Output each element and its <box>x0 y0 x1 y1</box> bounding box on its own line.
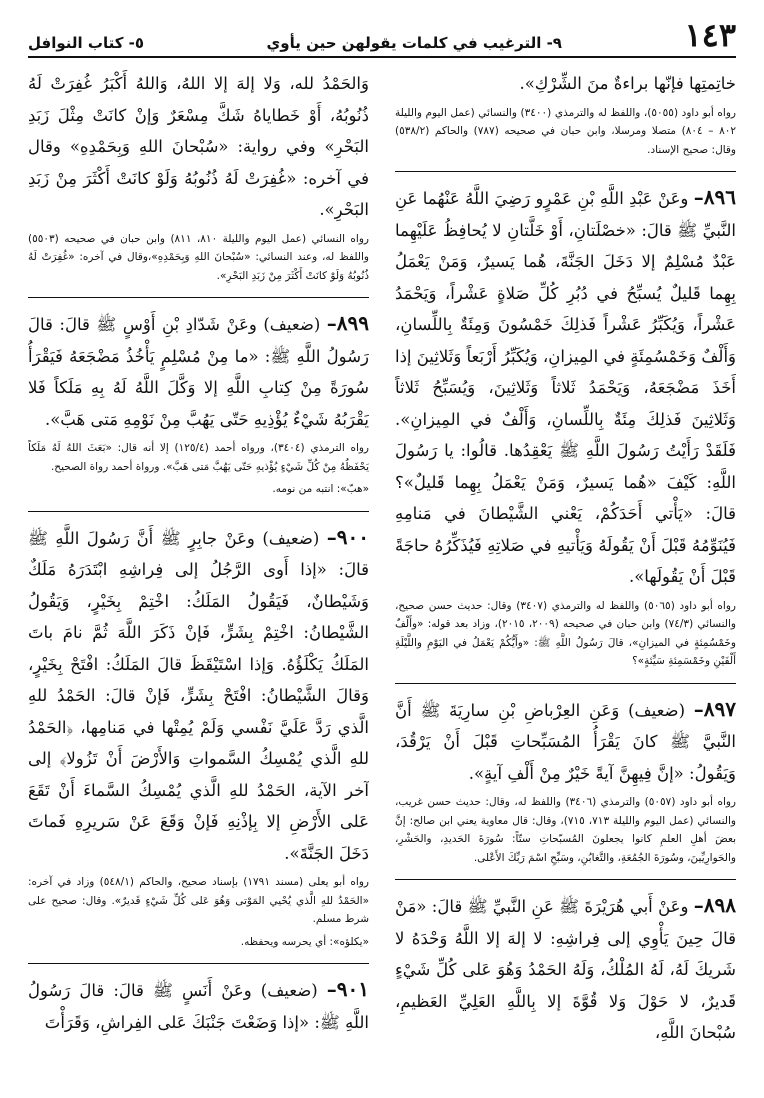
hadith-number: ٨٩٨– <box>693 893 736 917</box>
hadith-898 <box>395 890 736 1049</box>
section-divider <box>395 683 736 684</box>
hadith-source-note: رواه النسائي (عمل اليوم والليلة ٨١٠، ٨١١) وابن حبان في صحيحه (٥٥٠٣) واللفظ له، وعند النسائي: «سُبْحانَ اللهِ وَبِحَمْدِهِ»،وقال في آخره: «غُفِرَتْ لَهُ ذُنُوبُهُ وَلَوْ كانَتْ أَكْثَرَ مِنْ زَبَدِ البَحْرِ». <box>28 232 369 282</box>
hadith-source-note: رواه أبو داود (٥٠٥٧) والترمذي (٣٤٠٦) واللفظ له، وقال: حديث حسن غريب، والنسائي (عمل اليوم والليلة ٧١٣، ٧١٥)، وقال: قال معاوية يعني ابن صالح: إنَّ بعضَ أهلِ العلمِ كانوا يجعلونَ المُسبّحاتِ ستّاً: سُورَةَ الحَديدِ، والحَشْرِ، والحَوارِيِّينَ، وسُورَةَ الجُمُعَةِ، والتَّغابُنِ، وسَبِّحِ اسْمَ رَبِّكَ الأَعْلى. <box>395 796 736 864</box>
hadith-text: (ضعيف) وعَنْ شَدّادِ بْنِ أَوْسٍ ﷺ قالَ: قالَ رَسُولُ اللَّهِ ﷺ: «ما مِنْ مُسْلِمٍ يَأْخُذُ مَضْجَعَهُ فَيَقْرَأُ سُورَةً مِنْ كِتابِ اللَّهِ إلا وَكَّلَ اللَّهُ لَهُ بِهِ مَلَكاً فَلا يَقْرَبُهُ شَيْءٌ يُؤْذِيهِ حَتّى يَهُبَّ مِنْ نَوْمِهِ مَتى هَبَّ». <box>28 315 369 429</box>
hadith-number: ٨٩٧– <box>693 696 736 721</box>
page-header <box>28 14 736 58</box>
word-gloss: «يكلؤه»: أي يحرسه ويحفظه. <box>240 935 369 948</box>
hadith-text: (ضعيف) وَعَنِ العِرْباضِ بْنِ سارِيَةَ ﷺ أَنَّ النَّبيَّ ﷺ كانَ يَقْرَأُ المُسَبِّحاتِ قَبْلَ أَنْ يَرْقُدَ، وَيَقُولُ: «إنَّ فِيهِنَّ آيةً خَيْرٌ مِنْ أَلْفِ آيةٍ». <box>395 700 736 783</box>
continued-hadith-text: خاتِمتِها فإنّها براءةٌ منَ الشِّرْكِ». <box>519 74 736 93</box>
hadith-900 <box>28 522 369 870</box>
hadith-source-note: رواه أبو داود (٥٠٦٥) واللفظ له والترمذي (٣٤٠٧) وقال: حديث حسن صحيح، والنسائي (٧٤/٣) وابن حبان في صحيحه (٢٠٠٩، ٢٠١٥)، وزاد بعد قوله: «وأَلْفٌ وخَمْسُمِئةٍ في الميزانِ»، قالَ رَسُولُ اللَّهِ ﷺ: «وأَيُّكُمْ يَعْمَلُ في اليَوْمِ واللَّيْلَةِ أَلْفَيْنِ وخَمْسَمِئةِ سَيِّئةٍ»؟ <box>395 599 736 667</box>
hadith-number: ٨٩٦– <box>693 185 736 209</box>
hadith-number: ٩٠١– <box>326 977 369 1001</box>
hadith-text: (ضعيف) وعَنْ جابِرٍ ﷺ أَنَّ رَسُولَ اللَّهِ ﷺ قالَ: «إذا أَوى الرَّجُلُ إلى فِراشِهِ ابْتَدَرَهُ مَلَكٌ وَشَيْطانٌ، فَيَقُولُ المَلَكُ: اخْتِمْ بِخَيْرٍ، وَيَقُولُ الشَّيْطانُ: اخْتِمْ بِشَرٍّ، فَإنْ ذَكَرَ اللَّهَ ثُمَّ نامَ باتَ المَلَكُ يَكْلَؤُهُ. وَإذا اسْتَيْقَظَ قالَ المَلَكُ: افْتَحْ بِخَيْرٍ، وَقالَ الشَّيْطانُ: افْتَحْ بِشَرٍّ، فَإنْ قالَ: الحَمْدُ للهِ الَّذي رَدَّ عَلَيَّ نَفْسي وَلَمْ يُمِتْها في مَنامِها، ﴿الحَمْدُ للهِ الَّذي يُمْسِكُ السَّمواتِ وَالأَرْضَ أَنْ تَزُولا﴾ إلى آخر الآية، الحَمْدُ للهِ الَّذي يُمْسِكُ السَّماءَ أَنْ تَقَعَ عَلى الأَرْضِ إلا بِإذْنِهِ فَإنْ وَقَعَ عَنْ سَريرِهِ فَماتَ دَخَلَ الجَنَّةَ». <box>28 528 369 863</box>
word-gloss: «هبّ»: انتبه من نومه. <box>272 483 369 495</box>
continued-hadith-text: وَالحَمْدُ لله، وَلا إلهَ إلا اللهُ، وَاللهُ أَكْبَرُ غُفِرَتْ لَهُ ذُنُوبُهُ، أَوْ خَطاياهُ شَكَّ مِسْعَرٌ وَإنْ كانَتْ مِثْلَ زَبَدِ البَحْرِ» وفي رواية: «سُبْحانَ اللهِ وَبِحَمْدِهِ» وقال في آخره: «غُفِرَتْ لَهُ ذُنُوبُهُ وَلَوْ كانَتْ أَكْثَرَ مِنْ زَبَدِ البَحْرِ». <box>28 74 369 219</box>
section-divider <box>395 879 736 880</box>
book-title: ٥- كتاب النوافل <box>28 34 145 52</box>
section-divider <box>28 511 369 512</box>
text-columns <box>28 68 736 1080</box>
hadith-source-note: رواه الترمذي (٣٤٠٤)، ورواه أحمد (١٢٥/٤) إلا أنه قال: «بَعَثَ اللهُ لَهُ مَلَكاً يَحْفَظُهُ مِنْ كُلِّ شَيْءٍ يُؤْذيهِ حَتّى يَهُبَّ مَتى هَبَّ». ورواة أحمد رواة الصحيح. <box>28 442 369 473</box>
section-divider <box>395 171 736 172</box>
hadith-899 <box>28 308 369 435</box>
hadith-896 <box>395 182 736 593</box>
hadith-text: وعَنْ أَبي هُرَيْرَةَ ﷺ عَنِ النَّبيِّ ﷺ قالَ: «مَنْ قالَ حِينَ يَأْوِي إلى فِراشِهِ: لا إلهَ إلا اللَّهُ وَحْدَهُ لا شَريكَ لَهُ، لَهُ المُلْكُ، وَلَهُ الحَمْدُ وَهُوَ عَلى كُلِّ شَيْءٍ قَديرٌ، لا حَوْلَ وَلا قُوَّةَ إلا بِاللَّهِ العَلِيِّ العَظيمِ، سُبْحانَ اللَّهِ، <box>395 897 736 1042</box>
hadith-source-note: رواه أبو داود (٥٠٥٥)، واللفظ له والترمذي (٣٤٠٠) والنسائي (عمل اليوم والليلة ٨٠٢ – ٨٠٤) متصلا ومرسلا، وابن حبان في صحيحه (٧٨٧) والحاكم (٥٣٨/٢) وقال: صحيح الإسناد. <box>395 106 736 156</box>
hadith-901 <box>28 974 369 1038</box>
hadith-897 <box>395 694 736 790</box>
hadith-number: ٩٠٠– <box>326 524 369 549</box>
section-divider <box>28 297 369 298</box>
chapter-title: ٩- الترغيب في كلمات يقولهن حين يأوي <box>266 34 562 52</box>
hadith-number: ٨٩٩– <box>326 311 369 335</box>
section-divider <box>28 963 369 964</box>
page-number: ١٤٣ <box>684 16 736 54</box>
left-column <box>28 68 369 1080</box>
hadith-text: وعَنْ عَبْدِ اللَّهِ بْنِ عَمْرٍو رَضِيَ اللَّهُ عَنْهُما عَنِ النَّبيِّ ﷺ قالَ: «خصْلَتانِ، أَوْ خَلَّتانِ لا يُحافِظُ عَلَيْهِما عَبْدٌ مُسْلِمٌ إلا دَخَلَ الجَنَّةَ، هُما يَسيرٌ، وَمَنْ يَعْمَلُ بِهِما قَليلٌ يُسبِّحُ في دُبُرِ كُلِّ صَلاةٍ عَشْراً، وَيَحْمَدُ عَشْراً، وَيُكَبِّرُ عَشْراً فَذلِكَ خَمْسُونَ وَمِئَةٌ بِاللِّسانِ، وَأَلْفٌ وَخَمْسُمِئَةٍ في المِيزانِ، وَيُكَبِّرُ أَرْبَعاً وَثَلاثِينَ إذا أَخَذَ مَضْجَعَهُ، وَيَحْمَدُ ثَلاثاً وَثَلاثِينَ، وَيُسَبِّحُ ثَلاثاً وَثَلاثِينَ فَذلِكَ مِئَةٌ بِاللِّسانِ، وَأَلْفٌ في المِيزانِ». فَلَقَدْ رَأَيْتُ رَسُولَ اللَّهِ ﷺ يَعْقِدُها. قالُوا: يا رَسُولَ اللَّهِ: كَيْفَ «هُما يَسيرٌ، وَمَنْ يَعْمَلُ بِهِما قَليلٌ»؟ قالَ: «يَأْتي أَحَدَكُمْ، يَعْني الشَّيْطانَ في مَنامِهِ فَيُنَوِّمُهُ قَبْلَ أَنْ يَقُولَهُ وَيَأْتيهِ في صَلاتِهِ فَيُذَكِّرُهُ حاجَةً قَبْلَ أَنْ يَقُولَها». <box>395 189 736 586</box>
hadith-source-note: رواه أبو يعلى (مسند ١٧٩١) بإسناد صحيح، والحاكم (٥٤٨/١) وزاد في آخره: «الحَمْدُ للهِ الَّذي يُحْيي المَوْتى وَهُوَ عَلى كُلِّ شَيْءٍ قَديرٌ». وقال: صحيح على شرط مسلم. <box>28 876 369 925</box>
right-column <box>395 68 736 1080</box>
hadith-text: (ضعيف) وعَنْ أَنَسٍ ﷺ قالَ: قالَ رَسُولُ اللَّهِ ﷺ: «إذا وَضَعْتَ جَنْبَكَ عَلى الفِراشِ، وَقَرَأْتَ <box>28 981 369 1032</box>
